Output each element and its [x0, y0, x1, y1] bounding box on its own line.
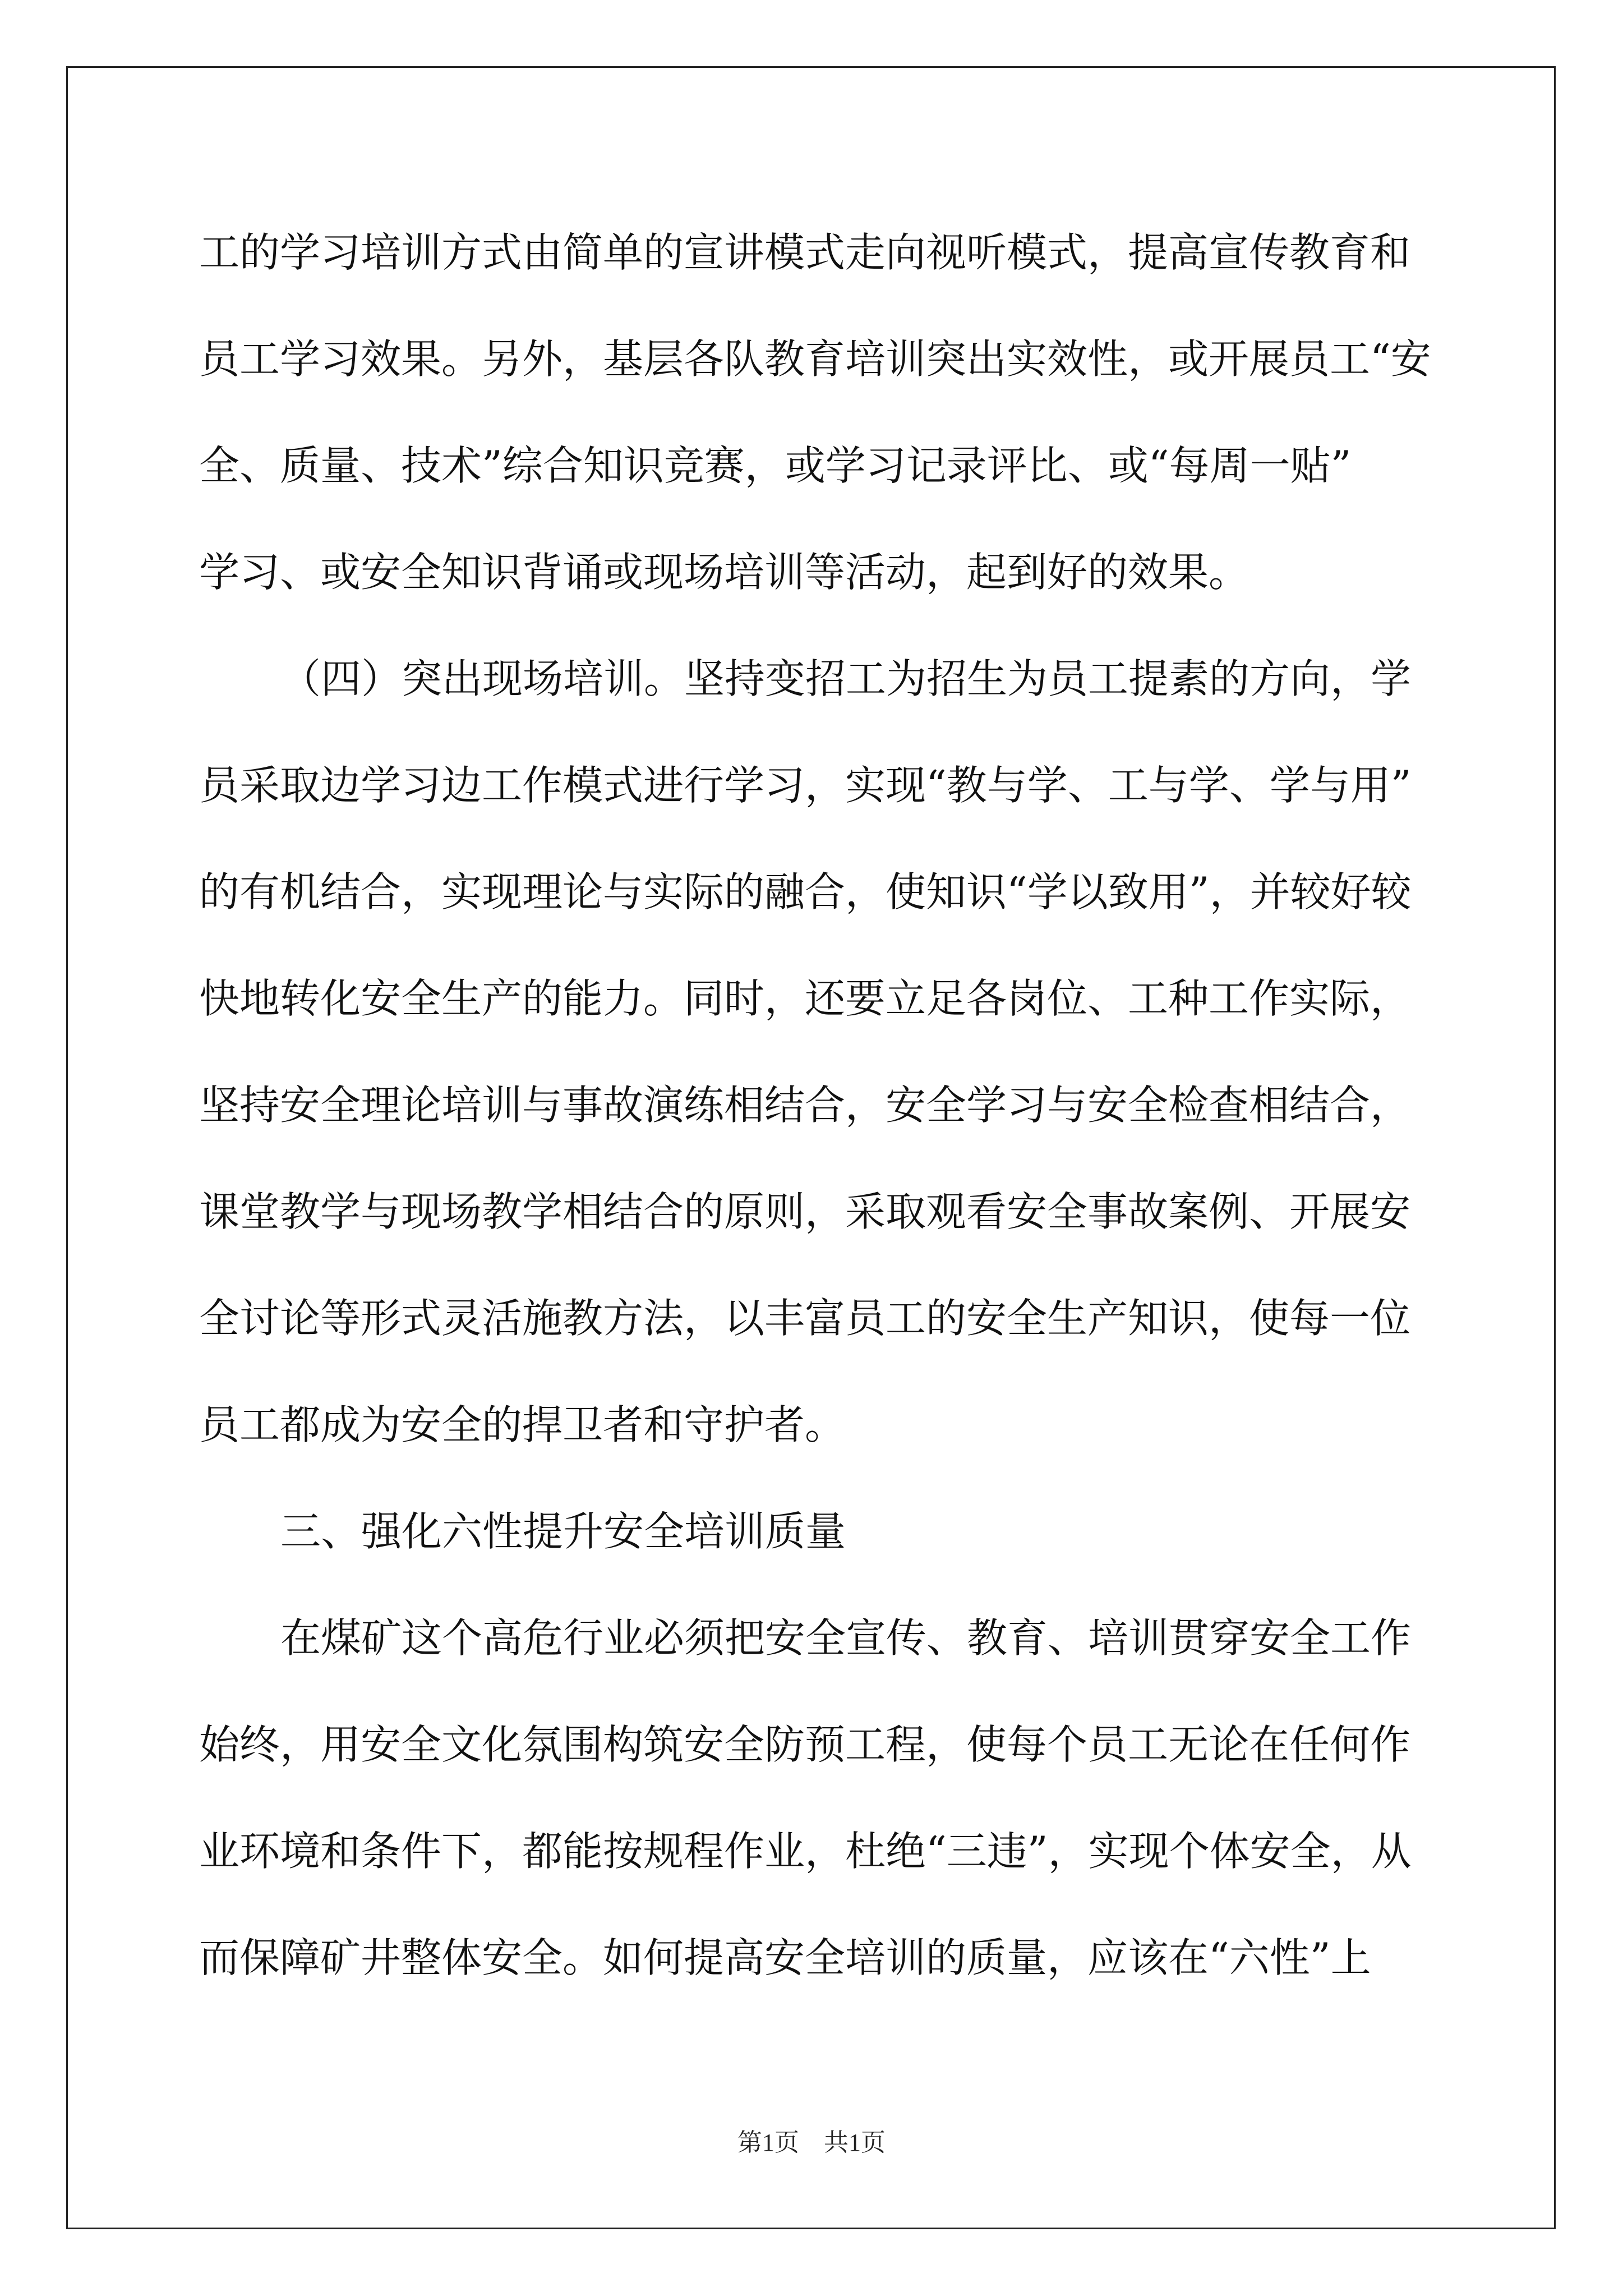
section-heading: 三、强化六性提升安全培训质量 [280, 1508, 846, 1555]
text-line: 业环境和条件下，都能按规程作业，杜绝“三违”，实现个体安全，从 [199, 1828, 1412, 1875]
text-line: 而保障矿井整体安全。如何提高安全培训的质量，应该在“六性”上 [199, 1934, 1371, 1981]
text-line: 全、质量、技术”综合知识竞赛，或学习记录评比、或“每周一贴” [199, 442, 1352, 489]
text-line: 的有机结合，实现理论与实际的融合，使知识“学以致用”，并较好较 [199, 868, 1412, 915]
text-line: 学习、或安全知识背诵或现场培训等活动，起到好的效果。 [199, 549, 1249, 596]
text-line: 始终，用安全文化氛围构筑安全防预工程，使每个员工无论在任何作 [199, 1721, 1411, 1768]
paragraph-heading-four: （四）突出现场培训。坚持变招工为招生为员工提素的方向，学 [280, 655, 1412, 702]
text-line: 坚持安全理论培训与事故演练相结合，安全学习与安全检查相结合， [199, 1082, 1411, 1129]
text-line: 全讨论等形式灵活施教方法，以丰富员工的安全生产知识，使每一位 [199, 1295, 1411, 1342]
page-footer: 第1页 共1页 [737, 2129, 886, 2156]
text-line: 员工学习效果。另外，基层各队教育培训突出实效性，或开展员工“安 [199, 335, 1431, 383]
text-line: 课堂教学与现场教学相结合的原则，采取观看安全事故案例、开展安 [199, 1188, 1411, 1235]
text-line: 在煤矿这个高危行业必须把安全宣传、教育、培训贯穿安全工作 [280, 1614, 1412, 1662]
text-line: 快地转化安全生产的能力。同时，还要立足各岗位、工种工作实际， [199, 975, 1411, 1022]
text-line: 工的学习培训方式由简单的宣讲模式走向视听模式，提高宣传教育和 [199, 229, 1411, 276]
text-line: 员采取边学习边工作模式进行学习，实现“教与学、工与学、学与用” [199, 762, 1412, 809]
text-line: 员工都成为安全的捍卫者和守护者。 [199, 1401, 846, 1448]
document-body [199, 219, 1433, 2031]
